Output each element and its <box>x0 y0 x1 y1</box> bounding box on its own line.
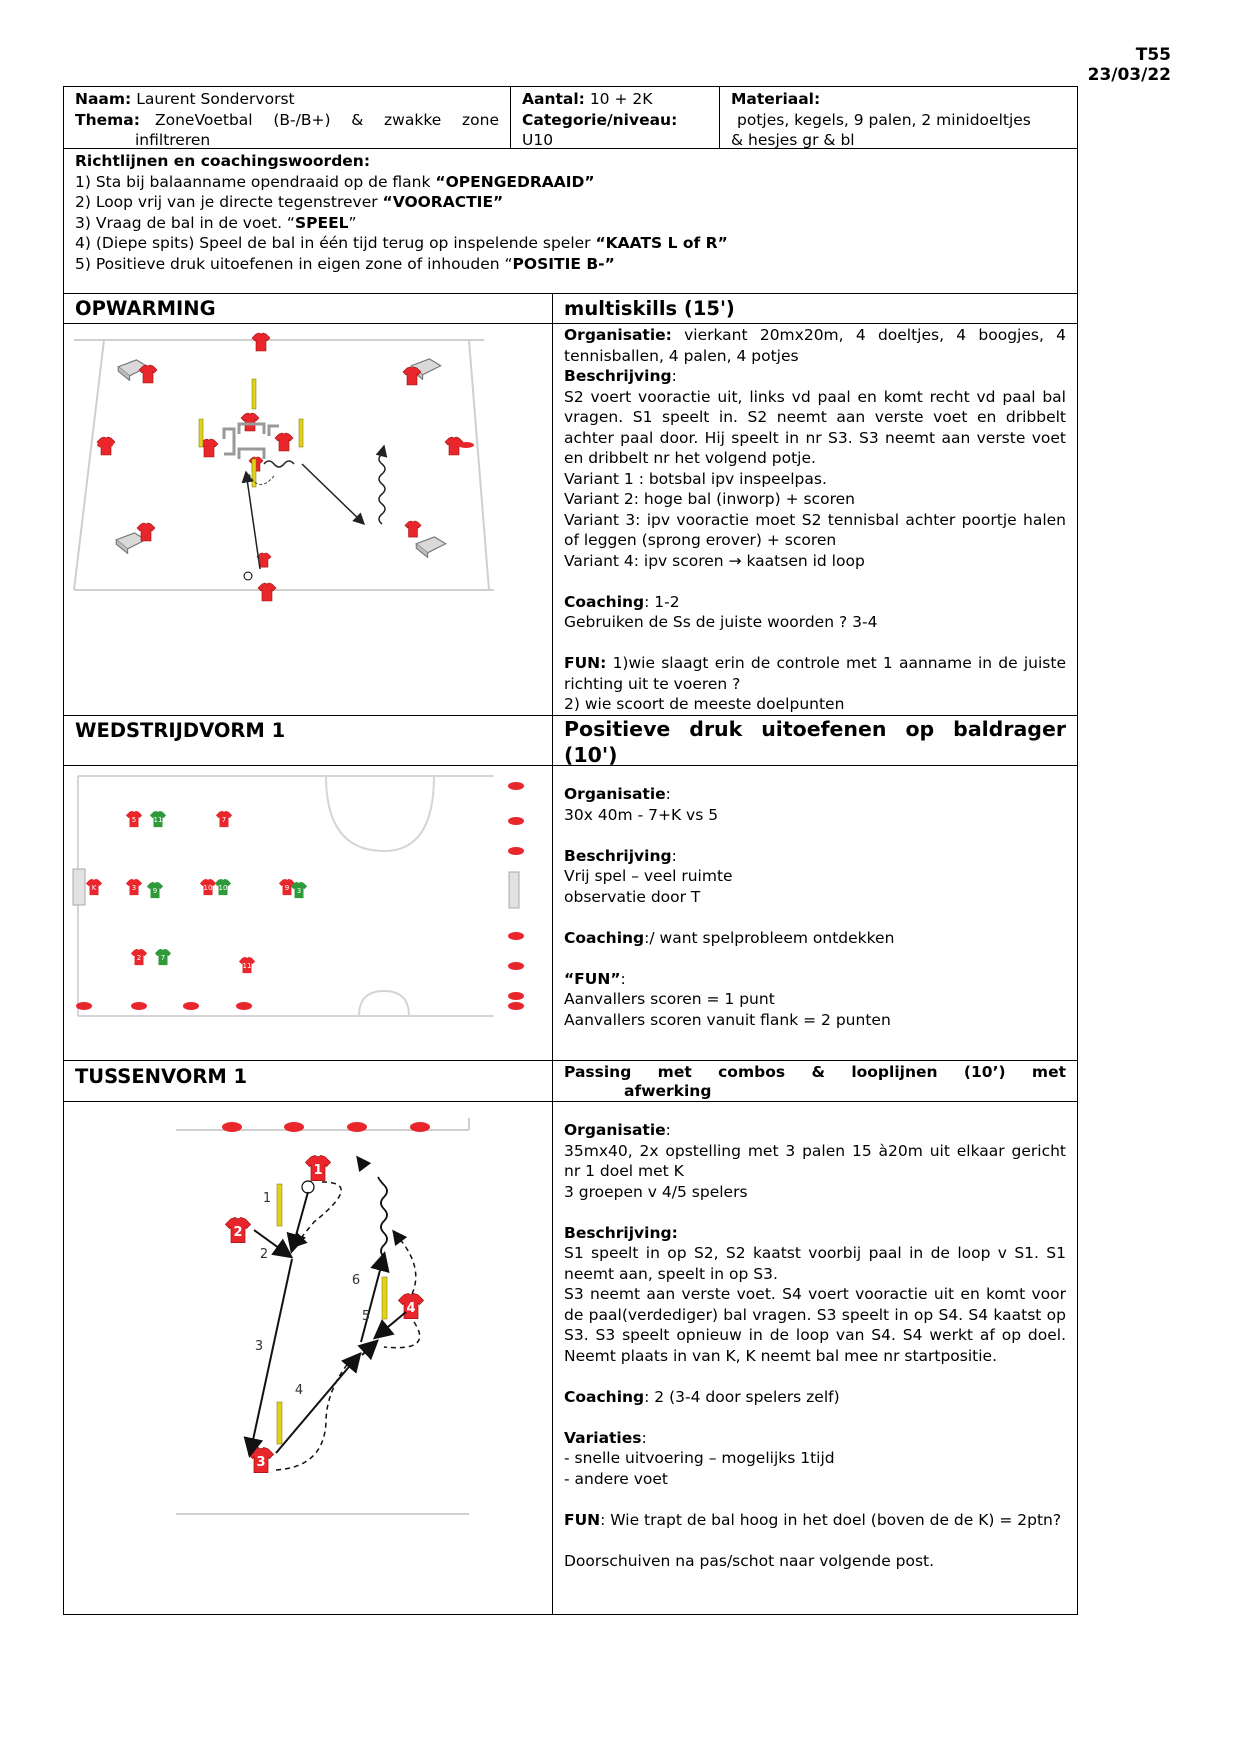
guideline-item: 4) (Diepe spits) Speel de bal in één tijd terug op inspelende speler “KAATS L of R” <box>75 234 728 252</box>
variaties-label: Variaties <box>564 1428 642 1447</box>
svg-text:1: 1 <box>262 1191 272 1206</box>
desc-text: Vrij spel – veel ruimte <box>564 867 733 885</box>
section3-title: TUSSENVORM 1 <box>75 1065 248 1088</box>
svg-text:1: 1 <box>313 1163 323 1178</box>
guidelines-title: Richtlijnen en coachingswoorden: <box>75 152 371 170</box>
guideline-item: 5) Positieve druk uitoefenen in eigen zone of inhouden “POSITIE B-” <box>75 254 615 273</box>
fun-text: 2) wie scoort de meeste doelpunten <box>564 695 845 713</box>
svg-text:9: 9 <box>284 884 290 892</box>
match-diagram <box>64 766 552 1060</box>
org-text: 30x 40m - 7+K vs 5 <box>564 805 719 824</box>
fun-text: : Wie trapt de bal hoog in het doel (boven de de K) = 2ptn? <box>600 1510 1062 1529</box>
svg-text:10: 10 <box>218 884 228 892</box>
variatie-1: - snelle uitvoering – mogelijks 1tijd <box>564 1449 835 1467</box>
section3-right-title-cell <box>552 1060 1078 1102</box>
svg-text:4: 4 <box>406 1301 416 1316</box>
variant-2: Variant 2: hoge bal (inworp) + scoren <box>564 490 856 508</box>
section2-subtitle: Positieve druk uitoefenen op baldrager (10') <box>564 717 1066 767</box>
aantal-value: 10 + 2K <box>589 90 653 108</box>
variatie-2: - andere voet <box>564 1469 668 1488</box>
variant-1: Variant 1 : botsbal ipv inspeelpas. <box>564 469 827 488</box>
coaching-label: Coaching <box>564 928 645 947</box>
desc-label: Beschrijving <box>564 846 672 865</box>
fun-label: “FUN” <box>564 969 621 988</box>
desc-label: Beschrijving <box>564 367 672 385</box>
players <box>86 811 307 973</box>
svg-text:4: 4 <box>294 1383 304 1398</box>
materiaal-value-line2: & hesjes gr & bl <box>731 131 855 149</box>
guidelines-cell <box>63 148 1078 294</box>
thema-value-line2: infiltreren <box>135 131 211 149</box>
section1-left-title-cell <box>63 293 553 324</box>
section1-text-cell: Organisatie: vierkant 20mx20m, 4 doeltjes, 4 boogjes, 4 tennisballen, 4 palen, 4 potjes Beschrijving: S2 voert vooractie uit, links vd paal en komt recht vd paal bal vragen. S1 speelt in. S2 neemt aan verste voet en dribbelt achter paal door. Hij speelt in nr S3. S3 neemt aan verste voet en dribbelt nr het volgend potje. Variant 1 : botsbal ipv inspeelpas. Variant 2: hoge bal (inworp) + scoren Variant 3: ipv vooractie moet S2 tennisbal achter poortje halen of leggen (sprong erover) + scoren Variant 4: ipv scoren → kaatsen id loop Coaching: 1-2 Gebruiken de Ss de juiste woorden ? 3-4 FUN: 1)wie slaagt erin de controle met 1 aanname in de juiste richting uit te voeren ? 2) wie scoort de meeste doelpunten <box>552 323 1078 716</box>
org-text: vierkant 20mx20m, 4 doeltjes, 4 boogjes, 4 tennisballen, 4 palen, 4 potjes <box>564 326 1066 365</box>
svg-text:K: K <box>91 884 97 892</box>
svg-text:10: 10 <box>203 884 213 892</box>
categorie-value: U10 <box>522 131 554 149</box>
svg-text:2: 2 <box>233 1225 243 1240</box>
section1-title: OPWARMING <box>75 297 216 320</box>
section1-diagram-cell <box>63 323 553 716</box>
coaching-text: Gebruiken de Ss de juiste woorden ? 3-4 <box>564 613 878 631</box>
doc-code: T55 <box>1135 45 1171 65</box>
section2-diagram-cell <box>63 765 553 1061</box>
section1-subtitle: multiskills (15') <box>564 297 735 320</box>
categorie-label: Categorie/niveau: <box>522 110 678 129</box>
fun-text: Aanvallers scoren = 1 punt <box>564 990 775 1008</box>
desc-text-2: observatie door T <box>564 887 701 906</box>
naam-value: Laurent Sondervorst <box>136 90 295 108</box>
section2-right-title-cell <box>552 715 1078 766</box>
fun-text-2: Aanvallers scoren vanuit flank = 2 punten <box>564 1010 891 1029</box>
guideline-item: 3) Vraag de bal in de voet. “SPEEL” <box>75 213 357 232</box>
svg-text:3: 3 <box>296 887 302 895</box>
org-label: Organisatie <box>564 1121 666 1139</box>
thema-label: Thema: <box>75 110 140 129</box>
svg-text:9: 9 <box>152 887 158 895</box>
svg-text:11: 11 <box>153 816 163 824</box>
section3-diagram-cell <box>63 1101 553 1615</box>
svg-text:3: 3 <box>131 884 137 892</box>
section1-right-title-cell <box>552 293 1078 324</box>
coaching-text: : 2 (3-4 door spelers zelf) <box>644 1387 840 1406</box>
desc-label: Beschrijving: <box>564 1223 678 1242</box>
aantal-label: Aantal: <box>522 90 585 108</box>
section3-subtitle-line2: afwerking <box>624 1082 712 1100</box>
guideline-item: 1) Sta bij balaanname opendraaid op de flank “OPENGEDRAAID” <box>75 172 595 191</box>
section2-text-cell: Organisatie: 30x 40m - 7+K vs 5 Beschrijving: Vrij spel – veel ruimte observatie door T Coaching:/ want spelprobleem ontdekken “FUN”: Aanvallers scoren = 1 punt Aanvallers scoren vanuit flank = 2 punten <box>552 765 1078 1061</box>
org-text-2: 3 groepen v 4/5 spelers <box>564 1182 748 1201</box>
svg-text:11: 11 <box>242 962 252 970</box>
header-name-cell <box>63 86 511 149</box>
section3-subtitle: Passing met combos & looplijnen (10’) met <box>564 1063 1066 1081</box>
org-label: Organisatie: <box>564 326 672 344</box>
section2-title: WEDSTRIJDVORM 1 <box>75 719 286 742</box>
naam-label: Naam: <box>75 90 132 108</box>
coaching-text: :/ want spelprobleem ontdekken <box>644 928 895 947</box>
variant-4: Variant 4: ipv scoren → kaatsen id loop <box>564 551 865 570</box>
desc-text: S1 speelt in op S2, S2 kaatst voorbij paal in de loop v S1. S1 neemt aan, speelt in op S3. <box>564 1244 1066 1283</box>
desc-text: S2 voert vooractie uit, links vd paal en komt recht vd paal bal vragen. S1 speelt in. S2 neemt aan verste voet en dribbelt achter paal door. Hij speelt in nr S3. S3 neemt aan verste voet en dribbelt nr het volgend potje. <box>564 387 1066 467</box>
multiskills-diagram <box>64 324 552 715</box>
svg-text:7: 7 <box>221 816 227 824</box>
svg-text:5: 5 <box>361 1309 371 1324</box>
fun-label: FUN: <box>564 654 607 672</box>
materiaal-value: potjes, kegels, 9 palen, 2 minidoeltjes <box>737 110 1031 129</box>
variant-3: Variant 3: ipv vooractie moet S2 tennisbal achter poortje halen of leggen (sprong erover) + scoren <box>564 510 1066 549</box>
svg-text:2: 2 <box>136 954 142 962</box>
guideline-item: 2) Loop vrij van je directe tegenstrever “VOORACTIE” <box>75 193 504 211</box>
section3-left-title-cell <box>63 1060 553 1102</box>
coaching-label: Coaching <box>564 1387 645 1406</box>
org-label: Organisatie <box>564 785 666 803</box>
doc-date: 23/03/22 <box>1087 65 1171 85</box>
svg-text:7: 7 <box>160 954 166 962</box>
section3-text-cell: Organisatie: 35mx40, 2x opstelling met 3 palen 15 à20m uit elkaar gericht nr 1 doel met K 3 groepen v 4/5 spelers Beschrijving: S1 speelt in op S2, S2 kaatst voorbij paal in de loop v S1. S1 neemt aan, speelt in op S3. S3 neemt aan verste voet. S4 voert vooractie uit en komt voor de paal(verdediger) bal vragen. S3 speelt in op S4. S4 kaatst op S3. S3 speelt opnieuw in de loop van S4. S4 werkt af op doel. Neemt plaats in van K, K neemt bal mee nr startpositie. Coaching: 2 (3-4 door spelers zelf) Variaties: - snelle uitvoering – mogelijks 1tijd - andere voet FUN: Wie trapt de bal hoog in het doel (boven de de K) = 2ptn? Doorschuiven na pas/schot naar volgende post. <box>552 1101 1078 1615</box>
svg-text:2: 2 <box>259 1247 269 1262</box>
materiaal-label: Materiaal: <box>731 90 821 108</box>
svg-text:5: 5 <box>131 816 137 824</box>
desc-text-2: S3 neemt aan verste voet. S4 voert vooractie uit en komt voor de paal(verdediger) bal vragen. S3 speelt in op S4. S4 kaatst op S3. S3 speelt opnieuw in de loop van S4. S4 werkt af op doel. Neemt plaats in van K, K neemt bal mee nr startpositie. <box>564 1285 1066 1365</box>
passing-diagram <box>64 1102 552 1614</box>
org-text: 35mx40, 2x opstelling met 3 palen 15 à20m uit elkaar gericht nr 1 doel met K <box>564 1141 1066 1180</box>
fun-label: FUN <box>564 1510 601 1529</box>
extra-note: Doorschuiven na pas/schot naar volgende post. <box>564 1551 935 1570</box>
document-code <box>1088 45 1171 85</box>
thema-value: ZoneVoetbal (B-/B+) & zwakke zone <box>155 110 499 129</box>
section2-left-title-cell <box>63 715 553 766</box>
svg-text:3: 3 <box>256 1455 266 1470</box>
svg-text:3: 3 <box>254 1339 264 1354</box>
svg-text:6: 6 <box>351 1273 361 1288</box>
coaching-label: Coaching <box>564 592 645 611</box>
header-aantal-cell <box>510 86 720 149</box>
header-materiaal-cell <box>719 86 1078 149</box>
